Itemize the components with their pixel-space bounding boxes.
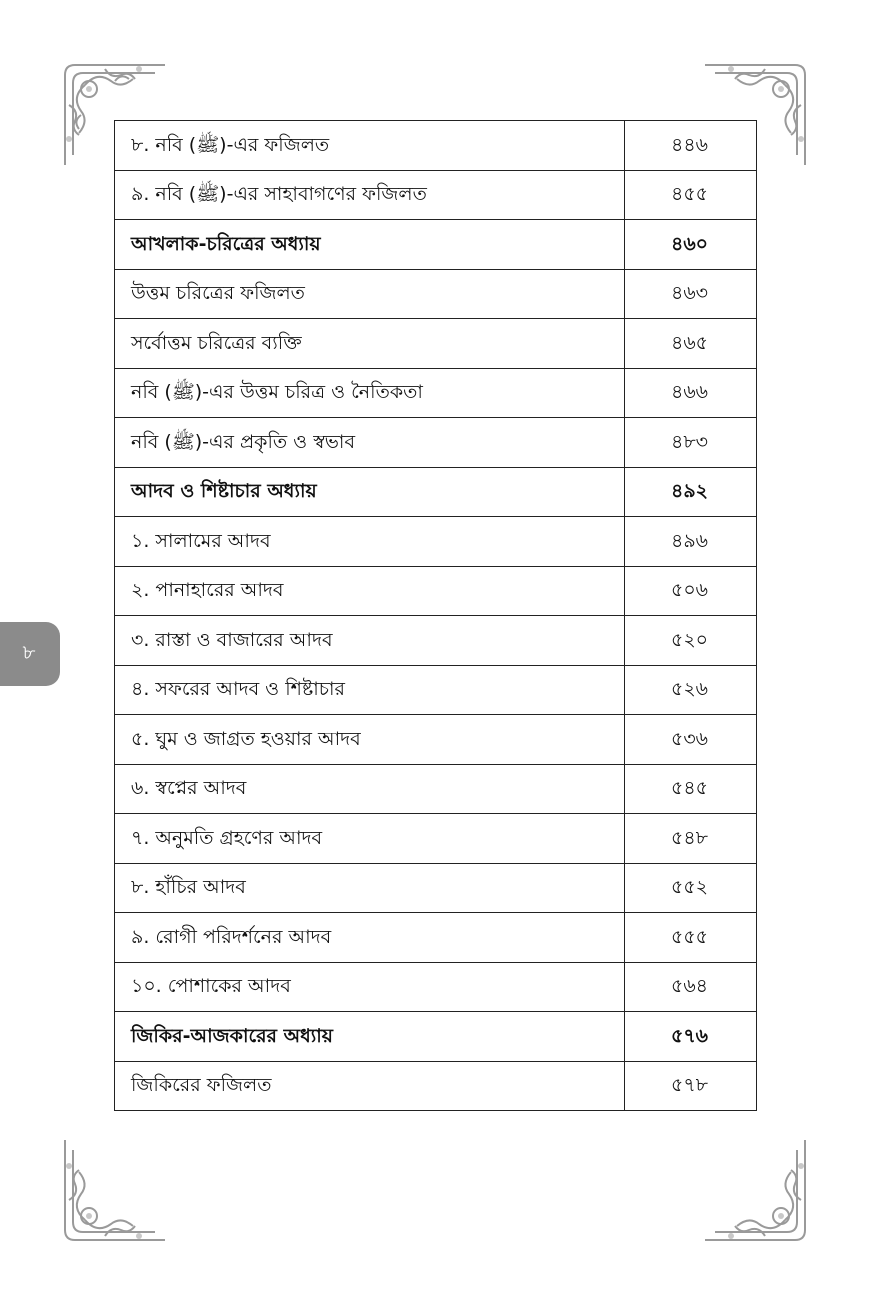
toc-entry-page: ৫৭৮ — [625, 1061, 757, 1111]
toc-entry-page: ৪৬৩ — [625, 269, 757, 319]
toc-row — [115, 121, 757, 171]
toc-entry-page: ৪৯২ — [625, 467, 757, 517]
toc-chapter-row — [115, 220, 757, 270]
toc-entry-page: ৫৬৪ — [625, 962, 757, 1012]
toc-entry-page: ৫০৬ — [625, 566, 757, 616]
corner-ornament-icon — [695, 1130, 815, 1250]
toc-entry-title: ৫. ঘুম ও জাগ্রত হওয়ার আদব — [115, 715, 625, 765]
toc-entry-title: সর্বোত্তম চরিত্রের ব্যক্তি — [115, 319, 625, 369]
toc-entry-title: নবি (ﷺ)-এর প্রকৃতি ও স্বভাব — [115, 418, 625, 468]
toc-entry-title: জিকিরের ফজিলত — [115, 1061, 625, 1111]
toc-entry-page: ৫২৬ — [625, 665, 757, 715]
toc-entry-title: ১০. পোশাকের আদব — [115, 962, 625, 1012]
toc-entry-title: জিকির-আজকারের অধ্যায় — [115, 1012, 625, 1062]
toc-row — [115, 368, 757, 418]
toc-row — [115, 764, 757, 814]
toc-entry-page: ৪৯৬ — [625, 517, 757, 567]
toc-entry-title: ৬. স্বপ্নের আদব — [115, 764, 625, 814]
toc-entry-page: ৫৩৬ — [625, 715, 757, 765]
toc-entry-page: ৫২০ — [625, 616, 757, 666]
page-number: ৮ — [22, 639, 36, 664]
toc-entry-title: নবি (ﷺ)-এর উত্তম চরিত্র ও নৈতিকতা — [115, 368, 625, 418]
toc-chapter-row — [115, 467, 757, 517]
toc-entry-page: ৪৬০ — [625, 220, 757, 270]
toc-entry-page: ৫৫৫ — [625, 913, 757, 963]
toc-entry-title: ৩. রাস্তা ও বাজারের আদব — [115, 616, 625, 666]
toc-entry-title: আদব ও শিষ্টাচার অধ্যায় — [115, 467, 625, 517]
toc-entry-title: উত্তম চরিত্রের ফজিলত — [115, 269, 625, 319]
toc-row — [115, 913, 757, 963]
toc-entry-page: ৫৪৮ — [625, 814, 757, 864]
toc-row — [115, 715, 757, 765]
toc-entry-page: ৪৬৫ — [625, 319, 757, 369]
toc-row — [115, 616, 757, 666]
toc-entry-page: ৪৫৫ — [625, 170, 757, 220]
toc-entry-page: ৪৬৬ — [625, 368, 757, 418]
toc-row — [115, 566, 757, 616]
toc-row — [115, 863, 757, 913]
toc-row — [115, 319, 757, 369]
toc-entry-page: ৪৮৩ — [625, 418, 757, 468]
toc-row — [115, 1061, 757, 1111]
table-of-contents — [114, 120, 757, 1111]
toc-entry-page: ৫৭৬ — [625, 1012, 757, 1062]
toc-entry-title: ৮. নবি (ﷺ)-এর ফজিলত — [115, 121, 625, 171]
toc-chapter-row — [115, 1012, 757, 1062]
toc-row — [115, 269, 757, 319]
toc-row — [115, 665, 757, 715]
toc-row — [115, 962, 757, 1012]
toc-entry-title: ৮. হাঁচির আদব — [115, 863, 625, 913]
toc-row — [115, 517, 757, 567]
toc-entry-title: আখলাক-চরিত্রের অধ্যায় — [115, 220, 625, 270]
toc-entry-title: ৭. অনুমতি গ্রহণের আদব — [115, 814, 625, 864]
toc-row — [115, 814, 757, 864]
toc-body — [115, 121, 757, 1111]
toc-entry-title: ৪. সফরের আদব ও শিষ্টাচার — [115, 665, 625, 715]
corner-ornament-icon — [55, 1130, 175, 1250]
toc-entry-page: ৪৪৬ — [625, 121, 757, 171]
toc-row — [115, 418, 757, 468]
toc-entry-page: ৫৫২ — [625, 863, 757, 913]
toc-entry-title: ৯. নবি (ﷺ)-এর সাহাবাগণের ফজিলত — [115, 170, 625, 220]
toc-entry-title: ২. পানাহারের আদব — [115, 566, 625, 616]
toc-row — [115, 170, 757, 220]
toc-entry-title: ৯. রোগী পরিদর্শনের আদব — [115, 913, 625, 963]
toc-entry-title: ১. সালামের আদব — [115, 517, 625, 567]
page-number-tab — [0, 622, 60, 686]
toc-entry-page: ৫৪৫ — [625, 764, 757, 814]
